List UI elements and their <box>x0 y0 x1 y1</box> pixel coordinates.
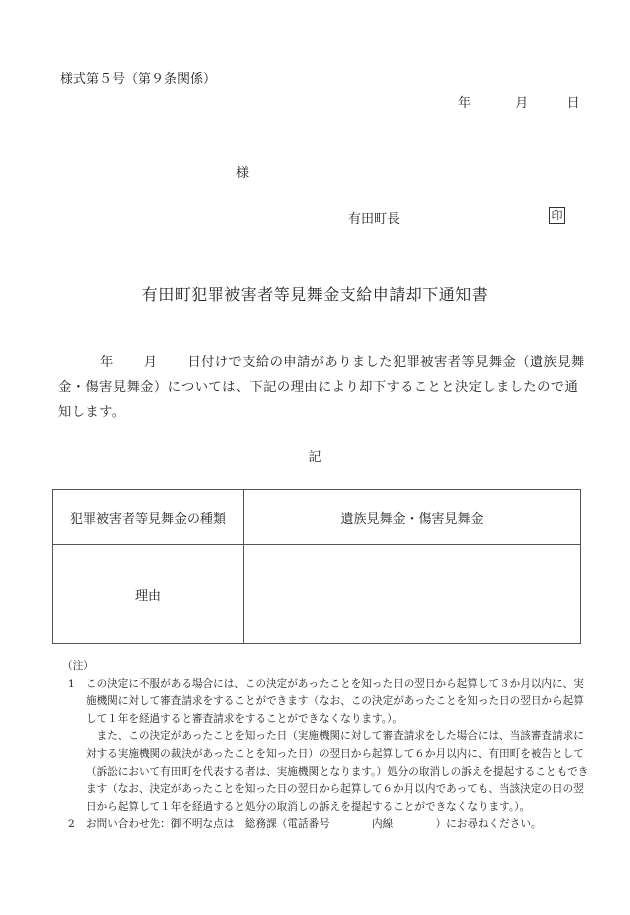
body-main-text: 日付けで支給の申請がありました犯罪被害者等見舞金（遺族見舞金・傷害見舞金）については、下記の理由により却下することと決定しましたので通知します。 <box>58 355 585 420</box>
date-line <box>458 92 580 111</box>
note-paragraph: お問い合わせ先：御不明な点は 総務課（電話番号 内線 ）にお尋ねください。 <box>86 818 542 831</box>
note-number: 2 <box>68 818 75 831</box>
body-year-label: 年 <box>100 355 114 370</box>
note-paragraph: この決定に不服がある場合には、この決定があったことを知った日の翌日から起算して３か月以内に、実施機関に対して審査請求をすることができます（なお、この決定があったことを知った日の翌日から起算して１年を経過すると審査請求をすることができなくなります。）。 <box>86 677 584 725</box>
record-mark: 記 <box>308 450 322 465</box>
form-number: 様式第５号（第９条関係） <box>60 72 217 87</box>
table-row <box>53 490 581 545</box>
note-paragraph: また、この決定があったことを知った日（実施機関に対して審査請求をした場合には、当該審査請求に対する実施機関の裁決があったことを知った日）の翌日から起算して６か月以内に、有田町を被告として（訴訟において有田町を代表する者は、実施機関となります。）処分の取消しの訴えを提起することもできます（なお、決定があったことを知った日の翌日から起算して６か月以内であっても、当該決定の日の翌日から起算して１年を経過すると処分の取消しの訴えを提起することができなくなります。）。 <box>86 730 589 813</box>
seal-mark: 印 <box>549 207 565 224</box>
document-title: 有田町犯罪被害者等見舞金支給申請却下通知書 <box>141 285 489 304</box>
type-label-cell: 犯罪被害者等見舞金の種類 <box>53 490 244 545</box>
date-day-label: 日 <box>566 96 580 111</box>
notes-heading: （注） <box>62 660 94 672</box>
details-table <box>52 489 581 644</box>
note-item <box>60 676 590 817</box>
issuer-name: 有田町長 <box>348 212 401 227</box>
notes-section <box>60 658 590 834</box>
notice-body <box>58 350 588 425</box>
reason-label-cell: 理由 <box>53 545 244 644</box>
body-month-label: 月 <box>143 355 158 370</box>
note-item <box>60 816 590 834</box>
note-number: 1 <box>68 677 75 690</box>
type-value-cell: 遺族見舞金・傷害見舞金 <box>244 490 581 545</box>
date-year-label: 年 <box>458 96 472 111</box>
date-month-label: 月 <box>515 96 529 111</box>
table-row <box>53 545 581 644</box>
reason-value-cell <box>244 545 581 644</box>
addressee-suffix: 様 <box>236 166 250 181</box>
